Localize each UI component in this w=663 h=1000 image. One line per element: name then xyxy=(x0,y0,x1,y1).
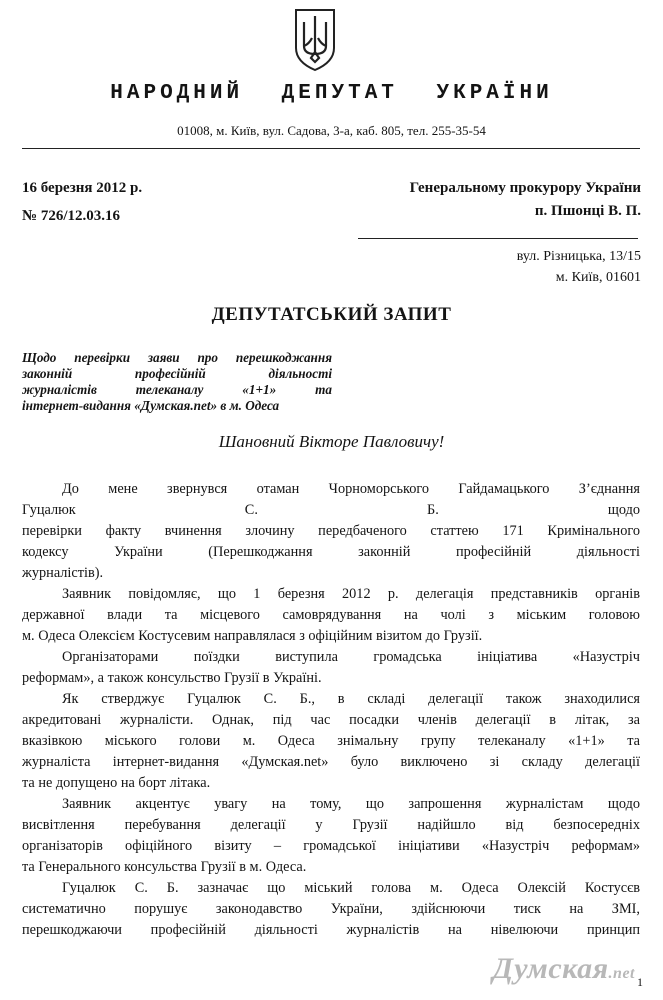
subject-line: законній професійній діяльності xyxy=(22,366,332,381)
body-line: та Генерального консульства Грузії в м. Одеса. xyxy=(22,859,307,875)
body-line: вказівкою міського голови м. Одеса знімальну групу телеканалу «1+1» та xyxy=(22,733,640,749)
body-line: Гуцалюк С. Б. щодо xyxy=(22,502,640,518)
body-line: перешкоджаючи професійній діяльності журналістів на нівелюючи принцип xyxy=(22,922,640,938)
body-line: реформам», а також консульство Грузії в Україні. xyxy=(22,670,322,686)
body-line: Заявник акцентує увагу на тому, що запрошення журналістам щодо xyxy=(62,796,640,812)
body-line: До мене звернувся отаман Чорноморського Гайдамацького З’єднання xyxy=(62,481,640,497)
body-line: журналістів). xyxy=(22,565,104,581)
trident-emblem-icon xyxy=(292,8,338,72)
header-title: НАРОДНИЙ ДЕПУТАТ УКРАЇНИ xyxy=(110,82,553,105)
recipient-street: вул. Різницька, 13/15 xyxy=(516,249,641,264)
body-line: Гуцалюк С. Б. зазначає що міський голова м. Одеса Олексій Костусєв xyxy=(62,880,640,896)
recipient-position: Генеральному прокурору України xyxy=(409,180,641,196)
watermark-suffix: .net xyxy=(608,965,635,982)
document-date: 16 березня 2012 р. xyxy=(22,180,143,196)
subject-block xyxy=(22,350,332,414)
recipient-city: м. Київ, 01601 xyxy=(555,270,641,285)
body-line: кодексу України (Перешкоджання законній професійній діяльності xyxy=(22,544,640,560)
body-line: державної влади та місцевого самоврядування на чолі з міським головою xyxy=(22,607,640,623)
header-divider xyxy=(22,148,640,149)
body-line: висвітлення перебування делегації у Грузії надійшло від безпосередніх xyxy=(22,817,640,833)
page-number: 1 xyxy=(637,975,643,989)
subject-line: інтернет-видання «Думская.net» в м. Одеса xyxy=(22,398,280,413)
watermark-main: Думская xyxy=(492,952,609,985)
body-line: організаторів офіційного візиту – громадської ініціативи «Назустріч реформам» xyxy=(22,838,640,854)
body-line: журналіста інтернет-видання «Думская.net» було виключено зі складу делегації xyxy=(22,754,640,770)
body-line: Як стверджує Гуцалюк С. Б., в складі делегації також знаходилися xyxy=(62,691,640,707)
body-line: та не допущено на борт літака. xyxy=(22,775,211,791)
recipient-name: п. Пшонці В. П. xyxy=(534,203,641,219)
body-line: систематично порушує законодавство України, здійснюючи тиск на ЗМІ, xyxy=(22,901,640,917)
subject-line: журналістів телеканалу «1+1» та xyxy=(22,382,332,397)
body-line: м. Одеса Олексієм Костусевим направлялася з офіційним візитом до Грузії. xyxy=(22,628,483,644)
body-line: Організаторами поїздки виступила громадська ініціатива «Назустріч xyxy=(62,649,640,665)
watermark-logo xyxy=(492,952,635,986)
document-number: № 726/12.03.16 xyxy=(22,208,120,224)
subject-line: Щодо перевірки заяви про перешкоджання xyxy=(22,350,332,365)
body-line: акредитовані журналісти. Однак, під час посадки членів делегації в літак, за xyxy=(22,712,640,728)
body-line: Заявник повідомляє, що 1 березня 2012 р. делегація представників органів xyxy=(62,586,640,602)
recipient-divider xyxy=(358,238,638,239)
body-line: перевірки факту вчинення злочину передбаченого статтею 171 Кримінального xyxy=(22,523,640,539)
salutation: Шановний Вікторе Павловичу! xyxy=(218,432,445,451)
header-address: 01008, м. Київ, вул. Садова, 3-а, каб. 805, тел. 255-35-54 xyxy=(177,123,486,138)
document-title: ДЕПУТАТСЬКИЙ ЗАПИТ xyxy=(211,304,452,325)
